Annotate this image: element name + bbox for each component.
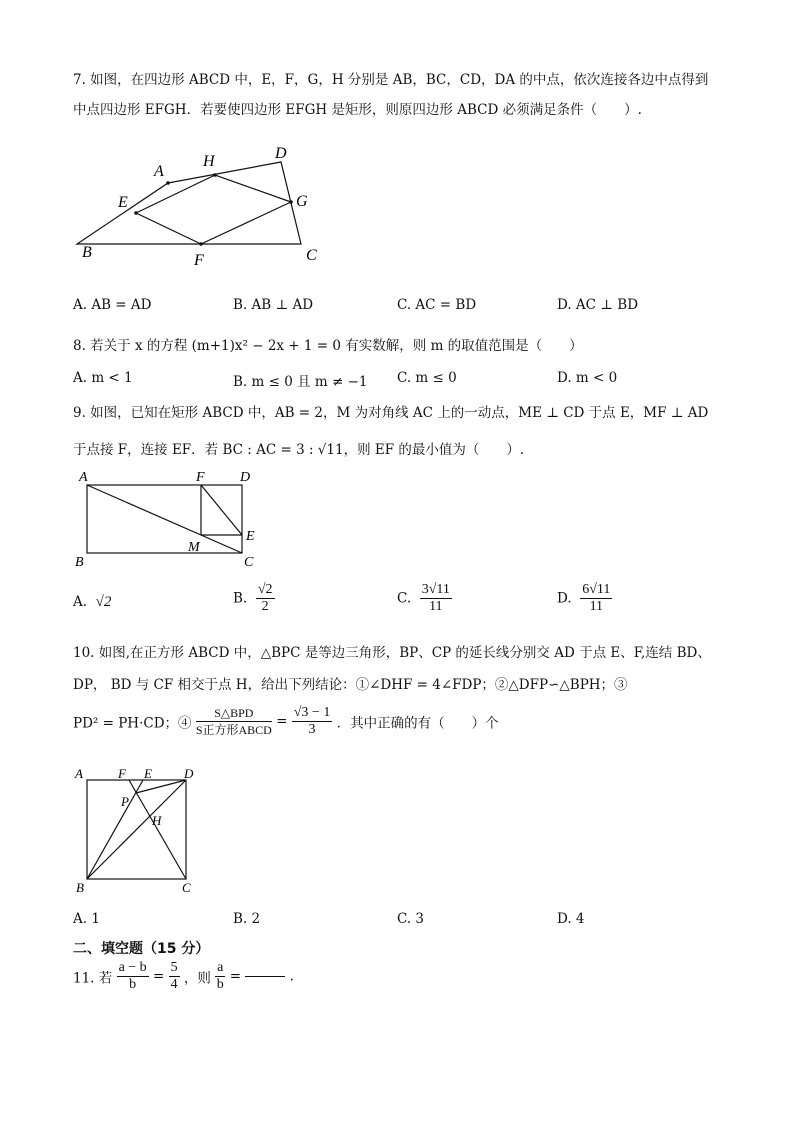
q10-option-b[interactable]: B. 2 [233, 911, 261, 927]
q10-label-e: E [144, 766, 152, 781]
q7-label-g: G [296, 193, 308, 210]
q10-label-a: A [75, 766, 83, 781]
q7-label-b: B [82, 244, 92, 261]
q11-answer-blank[interactable] [245, 976, 285, 977]
section2-title: 二、填空题（15 分） [73, 941, 210, 957]
q7-label-h: H [203, 153, 215, 170]
q9-option-d[interactable]: D. $\frac{6√11}{11}$ [557, 582, 611, 614]
q7-option-c[interactable]: C. AC = BD [397, 297, 477, 313]
q7-text-line1: 7. 如图，在四边形 ABCD 中，E，F，G，H 分别是 AB，BC，CD，DA 的中点，依次连接各边中点得到 [73, 72, 709, 88]
q9-label-d: D [240, 470, 251, 485]
q7-option-b[interactable]: B. AB ⊥ AD [233, 297, 314, 313]
q11-text: 11. 若 $\frac{a - b}{b}$ = $\frac{5}{4}$ ，则 $\frac{a}{b}$ = . [73, 960, 294, 992]
q7-text-line2: 中点四边形 EFGH．若要使四边形 EFGH 是矩形，则原四边形 ABCD 必须满足条件（ ）. [73, 102, 642, 118]
q10-option-a[interactable]: A. 1 [73, 911, 100, 927]
q9-option-b[interactable]: B. $\frac{√2}{2}$ [233, 582, 273, 614]
q10-frac-num: S△BPD [196, 705, 272, 722]
q10-label-d: D [184, 766, 194, 781]
q10-option-d[interactable]: D. 4 [557, 911, 585, 927]
q10-option-c[interactable]: C. 3 [397, 911, 425, 927]
q10-label-b: B [76, 880, 84, 895]
q8-option-a[interactable]: A. m < 1 [73, 370, 133, 386]
q10-frac-den: S正方形ABCD [195, 723, 272, 737]
q8-option-d[interactable]: D. m < 0 [557, 370, 618, 386]
q10-text-line2: DP， BD 与 CF 相交于点 H，给出下列结论：①∠DHF = 4∠FDP；②△DFP∽△BPH；③ [73, 677, 628, 693]
q7-label-c: C [306, 247, 317, 264]
q10-label-h: H [152, 813, 162, 828]
q9-label-b: B [75, 555, 84, 570]
q9-label-a: A [79, 470, 88, 485]
q10-text-line3: PD² = PH·CD；④ $\frac{\text{S△BPD}}{\text{S正方形ABCD}}$ = $\frac{√3 - 1}{3}$ ．其中正确的有（ ）个 [73, 705, 499, 737]
q10-label-c: C [182, 880, 191, 895]
q9-option-c[interactable]: C. $\frac{3√11}{11}$ [397, 582, 450, 614]
q9-text-line2: 于点接 F，连接 EF．若 BC : AC = 3 : √11，则 EF 的最小值为（ ）. [73, 442, 525, 458]
q9-label-m: M [188, 540, 200, 555]
q8-option-b[interactable]: B. m ≤ 0 且 m ≠ −1 [233, 374, 368, 390]
q7-label-f: F [194, 252, 204, 269]
q9-label-f: F [196, 470, 205, 485]
q10-text-line1: 10. 如图,在正方形 ABCD 中，△BPC 是等边三角形，BP、CP 的延长线分别交 AD 于点 E、F,连结 BD、 [73, 645, 711, 661]
q9-figure [72, 466, 272, 574]
q7-label-a: A [154, 163, 164, 180]
q7-label-e: E [118, 194, 128, 211]
q7-option-d[interactable]: D. AC ⊥ BD [557, 297, 639, 313]
q10-eq-num: √3 − 1 [293, 705, 331, 720]
q7-option-a[interactable]: A. AB = AD [73, 297, 152, 313]
q7-label-d: D [275, 145, 287, 162]
q8-text: 8. 若关于 x 的方程 (m+1)x² − 2x + 1 = 0 有实数解，则 m 的取值范围是（ ） [73, 338, 583, 354]
q7-figure [70, 140, 340, 270]
q10-label-p: P [121, 794, 129, 809]
q10-label-f: F [118, 766, 126, 781]
q10-figure [72, 765, 202, 900]
q8-option-c[interactable]: C. m ≤ 0 [397, 370, 457, 386]
q9-option-a[interactable]: A. √2 [73, 594, 112, 610]
q10-eq-den: 3 [308, 722, 316, 737]
q9-label-e: E [246, 529, 255, 544]
q9-label-c: C [244, 555, 254, 570]
q9-text-line1: 9. 如图，已知在矩形 ABCD 中，AB = 2，M 为对角线 AC 上的一动点，ME ⊥ CD 于点 E，MF ⊥ AD [73, 405, 709, 421]
